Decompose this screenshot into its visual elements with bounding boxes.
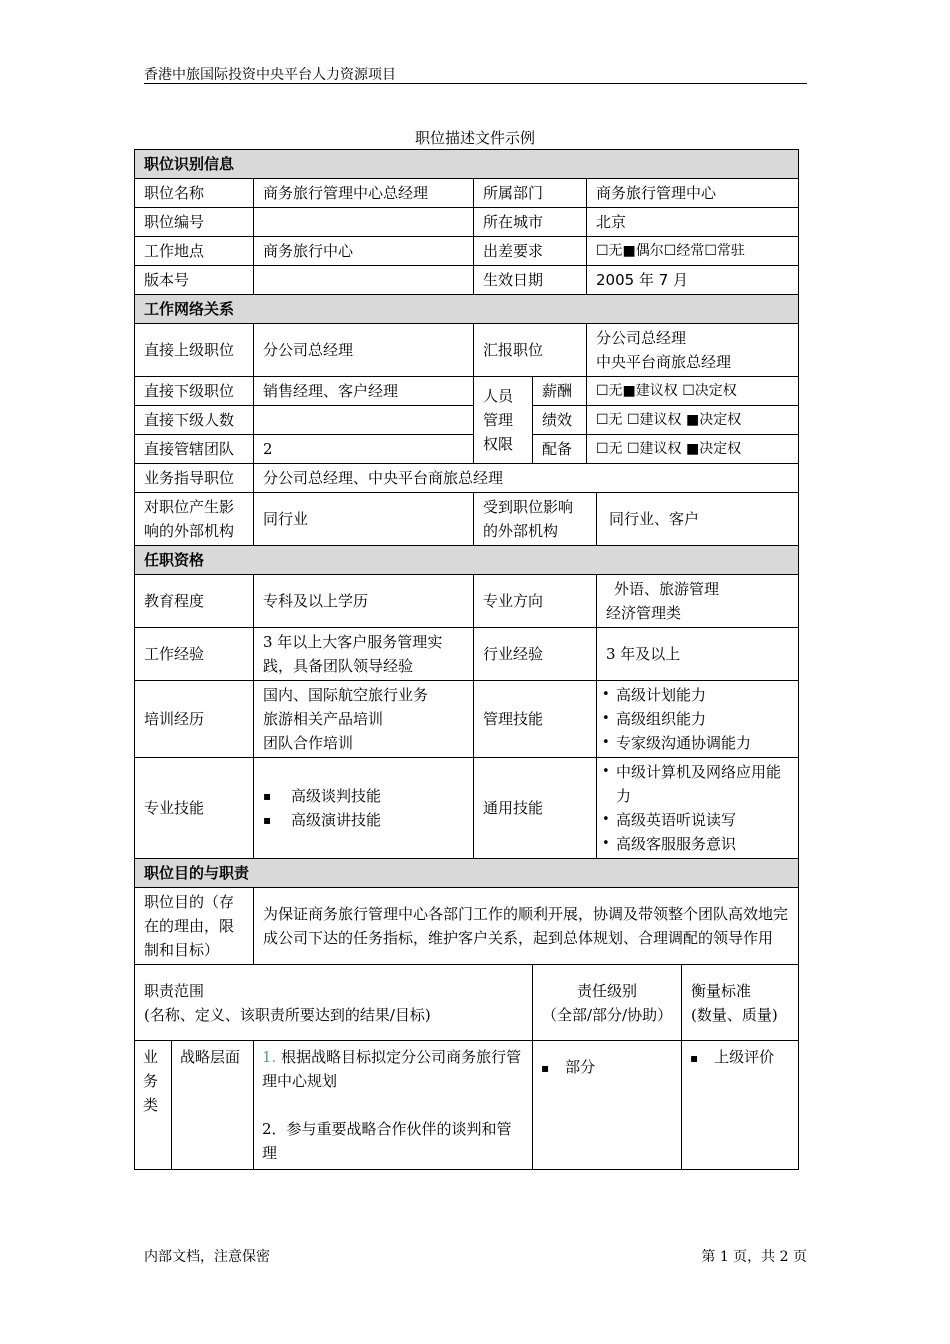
label-city: 所在城市 [474, 208, 587, 237]
professional-skill-item: ▪ 高级演讲技能 [263, 808, 464, 832]
label-major: 专业方向 [474, 575, 597, 628]
report-line-2: 中央平台商旅总经理 [596, 353, 732, 371]
header-rule [144, 83, 807, 84]
value-industry-experience: 3 年及以上 [597, 628, 799, 681]
header-project-title: 香港中旅国际投资中央平台人力资源项目 [144, 67, 396, 83]
square-bullet-icon: ▪ [541, 1061, 550, 1075]
duty-level [533, 1041, 682, 1170]
label-report: 汇报职位 [474, 324, 587, 377]
label-work-experience: 工作经验 [135, 628, 254, 681]
value-major [597, 575, 799, 628]
value-superior: 分公司总经理 [254, 324, 474, 377]
header-measure [682, 965, 799, 1041]
value-location: 商务旅行中心 [254, 237, 474, 266]
training-item: 团队合作培训 [263, 734, 354, 752]
duty-level-text: 部分 [565, 1058, 596, 1076]
label-version: 版本号 [135, 266, 254, 295]
label-location: 工作地点 [135, 237, 254, 266]
training-item: 国内、国际航空旅行业务 [263, 686, 429, 704]
duty-item-1-number: 1. [262, 1048, 277, 1066]
duty-item-2: 2．参与重要战略合作伙伴的谈判和管理 [262, 1120, 512, 1162]
value-professional-skills [254, 758, 474, 859]
value-management-skills [597, 681, 799, 758]
value-sub-count [254, 406, 474, 435]
section-purpose: 职位目的与职责 [135, 859, 799, 888]
label-industry-experience: 行业经验 [474, 628, 597, 681]
duty-category: 业务类 [135, 1041, 172, 1170]
label-affects-external: 对职位产生影响的外部机构 [135, 493, 254, 546]
duty-spacer [262, 1093, 524, 1117]
authority-label-line-1: 人员 [483, 387, 514, 405]
label-guidance: 业务指导职位 [135, 464, 254, 493]
duty-subcategory: 战略层面 [172, 1041, 254, 1170]
major-line-2: 经济管理类 [606, 604, 682, 622]
value-affects-external: 同行业 [254, 493, 474, 546]
label-salary: 薪酬 [533, 377, 587, 406]
document-title: 职位描述文件示例 [414, 129, 535, 147]
value-version [254, 266, 474, 295]
value-affected-external: 同行业、客户 [597, 493, 799, 546]
value-salary: ☐无■建议权 ☐决定权 [587, 377, 799, 406]
authority-label-line-2: 管理 [483, 411, 514, 429]
measure-subtitle: (数量、质量) [691, 1005, 778, 1024]
label-subordinate: 直接下级职位 [135, 377, 254, 406]
value-guidance: 分公司总经理、中央平台商旅总经理 [254, 464, 799, 493]
section-qualification: 任职资格 [135, 546, 799, 575]
level-subtitle: （全部/部分/协助） [542, 1005, 673, 1024]
general-skill-item: • 中级计算机及网络应用能力 [602, 760, 789, 808]
value-performance: ☐无 ☐建议权 ■决定权 [587, 406, 799, 435]
value-work-experience: 3 年以上大客户服务管理实践，具备团队领导经验 [254, 628, 474, 681]
level-title: 责任级别 [576, 981, 637, 1000]
section-network: 工作网络关系 [135, 295, 799, 324]
management-skill-item: • 专家级沟通协调能力 [602, 731, 789, 755]
header-responsibility-level [533, 965, 682, 1041]
duty-measure [682, 1041, 799, 1170]
value-report [587, 324, 799, 377]
label-job-code: 职位编号 [135, 208, 254, 237]
label-superior: 直接上级职位 [135, 324, 254, 377]
label-travel: 出差要求 [474, 237, 587, 266]
duty-scope-subtitle: (名称、定义、该职责所要达到的结果/目标) [144, 1005, 431, 1024]
report-line-1: 分公司总经理 [596, 329, 687, 347]
authority-label-line-3: 权限 [483, 435, 514, 453]
value-dept: 商务旅行管理中心 [587, 179, 799, 208]
value-education: 专科及以上学历 [254, 575, 474, 628]
value-job-code [254, 208, 474, 237]
footer-confidential: 内部文档，注意保密 [144, 1249, 270, 1265]
footer-page-number: 第 1 页，共 2 页 [701, 1249, 807, 1265]
label-purpose: 职位目的（存在的理由，限制和目标） [135, 888, 254, 965]
label-effective-date: 生效日期 [474, 266, 587, 295]
header-duty-scope [135, 965, 533, 1041]
value-team: 2 [254, 435, 474, 464]
label-sub-count: 直接下级人数 [135, 406, 254, 435]
value-staffing: ☐无 ☐建议权 ■决定权 [587, 435, 799, 464]
duty-scope-title: 职责范围 [144, 981, 205, 1000]
general-skill-item: • 高级客服服务意识 [602, 832, 789, 856]
duty-measure-text: 上级评价 [714, 1048, 775, 1066]
label-staffing: 配备 [533, 435, 587, 464]
label-education: 教育程度 [135, 575, 254, 628]
label-professional-skills: 专业技能 [135, 758, 254, 859]
duty-list [254, 1041, 533, 1170]
label-team: 直接管辖团队 [135, 435, 254, 464]
job-description-table [134, 149, 799, 1170]
training-item: 旅游相关产品培训 [263, 710, 384, 728]
major-line-1: 外语、旅游管理 [614, 580, 720, 598]
value-training [254, 681, 474, 758]
professional-skill-item: ▪ 高级谈判技能 [263, 784, 464, 808]
label-performance: 绩效 [533, 406, 587, 435]
general-skill-item: • 高级英语听说读写 [602, 808, 789, 832]
label-personnel-authority [474, 377, 533, 464]
label-affected-external: 受到职位影响的外部机构 [474, 493, 597, 546]
square-bullet-icon: ▪ [690, 1051, 699, 1065]
value-purpose [254, 888, 799, 965]
purpose-text-b: 整个团队高效地完成公司下达的任务指标，维护客户关系，起到总体规划、合理调配的领导作用 [263, 905, 789, 947]
value-effective-date: 2005 年 7 月 [587, 266, 799, 295]
label-dept: 所属部门 [474, 179, 587, 208]
measure-title: 衡量标准 [691, 981, 752, 1000]
value-travel: ☐无■偶尔☐经常☐常驻 [587, 237, 799, 266]
management-skill-item: • 高级组织能力 [602, 707, 789, 731]
value-city: 北京 [587, 208, 799, 237]
value-subordinate: 销售经理、客户经理 [254, 377, 474, 406]
duty-item-1-text: 根据战略目标拟定分公司商务旅行管理中心规划 [262, 1048, 522, 1090]
value-job-name: 商务旅行管理中心总经理 [254, 179, 474, 208]
value-general-skills [597, 758, 799, 859]
purpose-text-a: 为保证商务旅行管理中心各部门工作的顺利开展，协调及带领 [263, 905, 669, 923]
management-skill-item: • 高级计划能力 [602, 683, 789, 707]
label-job-name: 职位名称 [135, 179, 254, 208]
label-training: 培训经历 [135, 681, 254, 758]
label-general-skills: 通用技能 [474, 758, 597, 859]
section-identity: 职位识别信息 [135, 150, 799, 179]
duty-item-1 [262, 1045, 524, 1093]
label-management-skills: 管理技能 [474, 681, 597, 758]
